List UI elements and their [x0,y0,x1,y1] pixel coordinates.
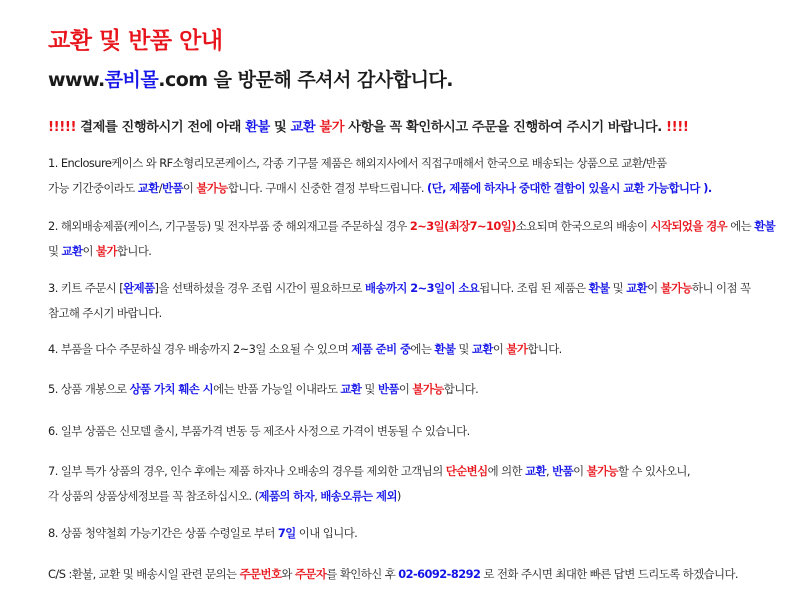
text-segment: 이 [398,382,413,396]
impossible-highlight: 불가능 [412,382,444,396]
shipping-started-highlight: 시작되었을 경우 [650,219,728,233]
delivery-period-highlight: 배송까지 2~3일이 소요 [365,281,480,295]
change-of-mind-highlight: 단순변심 [445,464,488,478]
exchange-highlight: 교환 [137,181,159,195]
text-segment: 에는 [410,342,435,356]
text-segment: 합니다. [527,342,562,356]
text-segment: 됩니다. 조립 된 제품은 [479,281,589,295]
text-segment: 4. 부품을 다수 주문하실 경우 배송까지 2~3일 소요될 수 있으며 [48,342,352,356]
text-segment: 3. 키트 주문시 [ [48,281,124,295]
policy-item-4-line-1 [48,337,562,362]
text-segment: , [546,464,553,478]
text-segment: 7. 일부 특가 상품의 경우, 인수 후에는 제품 하자나 오배송의 경우를 제외한 고객님의 [48,464,446,478]
text-segment: 를 확인하신 후 [326,567,399,581]
policy-item-5-line-1 [48,377,478,402]
text-segment: 2. 해외배송제품(케이스, 기구물등) 및 전자부품 중 해외재고를 주문하실 경우 [48,219,410,233]
exchange-highlight: 교환 [340,382,362,396]
text-segment: 에는 반품 가능일 이내라도 [213,382,341,396]
policy-item-2-line-2 [48,239,775,264]
policy-item-1 [48,151,712,201]
text-segment: 이 [182,181,197,195]
policy-item-1-line-1: 1. Enclosure케이스 와 RF소형리모콘케이스, 각종 기구물 제품은 해외지사에서 직접구매해서 한국으로 배송되는 상품으로 교환/반품 [48,156,667,170]
text-segment: 8. 상품 청약철회 가능기간은 상품 수령일로 부터 [48,526,278,540]
text-segment: 할 수 있사오니, [617,464,690,478]
policy-item-6-line-1: 6. 일부 상품은 신모델 출시, 부품가격 변동 등 제조사 사정으로 가격이 변동될 수 있습니다. [48,424,470,438]
product-defect-highlight: 제품의 하자 [258,489,315,503]
customer-service-line [48,562,738,587]
withdrawal-period-highlight: 7일 [277,526,296,540]
policy-item-7-line-1 [48,459,690,484]
policy-item-5 [48,377,478,402]
impossible-highlight: 불가능 [586,464,618,478]
notice-exclamation-end: !!!! [666,120,689,135]
return-highlight: 반품 [552,464,574,478]
text-segment: ). [699,181,712,195]
text-segment: 와 [281,567,295,581]
phone-number: 02-6092-8292 [398,567,481,581]
text-segment: 이 [492,342,507,356]
site-prefix: www. [48,69,105,91]
delivery-period-highlight: 2~3일(최장7~10일) [409,219,516,233]
text-segment: 합니다. 구매시 신중한 결정 부탁드립니다. [227,181,428,195]
policy-item-8-line-1 [48,521,357,546]
finished-product-highlight: 완제품 [123,281,155,295]
policy-item-4 [48,337,562,362]
text-segment: 소요되며 한국으로의 배송이 [515,219,651,233]
exchange-highlight: 교환 [626,281,648,295]
shipping-error-highlight: 배송오류는 제외 [320,489,397,503]
text-segment: 이 [647,281,661,295]
notice-refund: 환불 [245,120,270,135]
text-segment: ]을 선택하셨을 경우 조립 시간이 필요하므로 [154,281,366,295]
notice-text: 및 [269,120,291,135]
preparing-highlight: 제품 준비 중 [351,342,411,356]
warning-notice [48,116,689,135]
text-segment: 합니다. [116,244,152,258]
site-name: 콤비몰 [104,69,159,91]
text-segment: 합니다. [443,382,479,396]
impossible-highlight: 불가 [506,342,528,356]
text-segment: 5. 상품 개봉으로 [48,382,130,396]
policy-item-1-line-2 [48,176,712,201]
impossible-highlight: 불가능 [660,281,693,295]
page-title: 교환 및 반품 안내 [48,28,223,54]
text-segment: 하니 이점 꼭 [692,281,751,295]
policy-item-3 [48,276,750,326]
text-segment: ( [427,181,432,195]
refund-highlight: 환불 [754,219,776,233]
notice-exchange: 교환 [290,120,316,135]
text-segment: 각 상품의 상품상세정보를 꼭 참조하십시오. ( [48,489,259,503]
impossible-highlight: 불가능 [196,181,228,195]
notice-exclamation-start: !!!!! [48,120,77,135]
notice-text: 결제를 진행하시기 전에 아래 [76,120,246,135]
impossible-highlight: 불가 [95,244,117,258]
policy-item-6 [48,419,470,444]
policy-item-8 [48,521,357,546]
text-segment: 및 [609,281,627,295]
text-segment: ) [396,489,401,503]
exchange-highlight: 교환 [61,244,83,258]
defect-exception-highlight: 단, 제품에 하자나 중대한 결함이 있을시 교환 가능합니다 [431,181,700,195]
policy-item-7 [48,459,690,509]
site-suffix: .com 을 방문해 주셔서 감사합니다. [158,69,453,91]
exchange-highlight: 교환 [525,464,546,478]
text-segment: , [314,489,321,503]
text-segment: 에 의한 [487,464,526,478]
policy-item-2-line-1 [48,214,775,239]
policy-item-7-line-2 [48,484,690,509]
text-segment: 이 [573,464,587,478]
text-segment: 에는 [727,219,755,233]
customer-service-text [48,562,738,587]
refund-highlight: 환불 [588,281,610,295]
text-segment: 로 전화 주시면 최대한 빠른 답변 드리도록 하겠습니다. [480,567,738,581]
return-highlight: 반품 [377,382,399,396]
exchange-highlight: 교환 [471,342,493,356]
notice-text: 사항을 꼭 확인하시고 주문을 진행하여 주시기 바랍니다. [344,120,667,135]
text-segment: 및 [48,244,62,258]
policy-item-2 [48,214,775,264]
welcome-message [48,65,453,92]
text-segment: 이내 입니다. [295,526,358,540]
policy-item-3-line-1 [48,276,750,301]
refund-highlight: 환불 [434,342,456,356]
text-segment: 및 [361,382,378,396]
text-segment: 가능 기간중이라도 [48,181,138,195]
order-number-highlight: 주문번호 [239,567,282,581]
text-segment: C/S :환불, 교환 및 배송시일 관련 문의는 [48,567,240,581]
notice-impossible: 불가 [319,120,345,135]
text-segment: / [158,181,162,195]
text-segment: 이 [82,244,96,258]
text-segment: 및 [455,342,472,356]
orderer-highlight: 주문자 [294,567,327,581]
value-damage-highlight: 상품 가치 훼손 시 [129,382,214,396]
return-highlight: 반품 [162,181,183,195]
policy-item-3-line-2: 참고해 주시기 바랍니다. [48,306,162,320]
